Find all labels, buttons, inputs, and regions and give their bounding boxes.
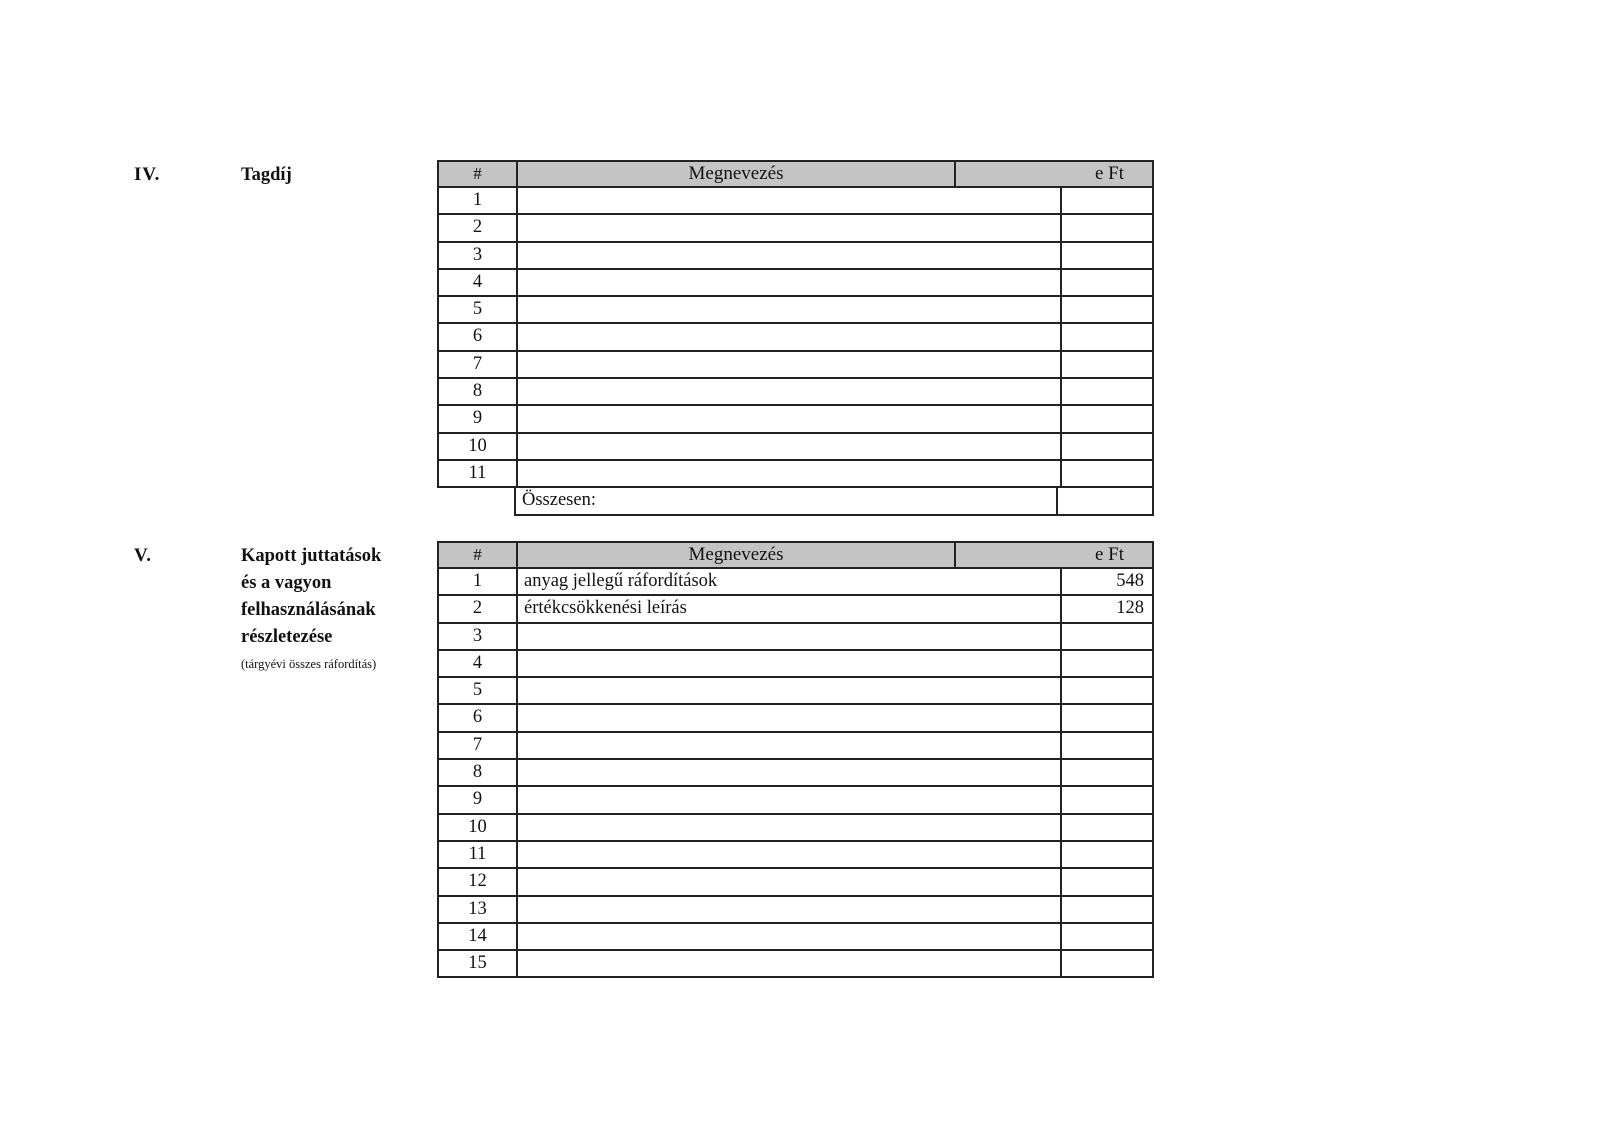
row-name [518, 815, 1062, 840]
section-v-title-line-2: és a vagyon [241, 573, 332, 593]
section-iv-title [241, 162, 292, 189]
table-header [437, 541, 1154, 569]
header-name: Megnevezés [518, 162, 956, 186]
table-row [437, 215, 1154, 242]
row-name [518, 297, 1062, 322]
row-value [1062, 297, 1152, 322]
row-value [1062, 815, 1152, 840]
header-name: Megnevezés [518, 543, 956, 567]
row-value [1062, 352, 1152, 377]
row-number: 6 [439, 324, 518, 349]
table-row [437, 842, 1154, 869]
section-v-table [437, 541, 1154, 978]
row-value [1062, 733, 1152, 758]
row-name [518, 188, 1062, 213]
row-name [518, 461, 1062, 486]
row-number: 8 [439, 760, 518, 785]
table-row [437, 324, 1154, 351]
row-number: 11 [439, 842, 518, 867]
row-name [518, 651, 1062, 676]
section-v-number: V. [134, 545, 153, 566]
row-value [1062, 461, 1152, 486]
row-name [518, 624, 1062, 649]
row-number: 7 [439, 733, 518, 758]
row-value [1062, 924, 1152, 949]
table-row [437, 297, 1154, 324]
row-number: 6 [439, 705, 518, 730]
row-value [1062, 434, 1152, 459]
row-number: 1 [439, 188, 518, 213]
row-value [1062, 951, 1152, 976]
row-number: 1 [439, 569, 518, 594]
header-value: e Ft [1094, 163, 1124, 184]
row-name: anyag jellegű ráfordítások [518, 569, 1062, 594]
row-value [1062, 760, 1152, 785]
row-number: 14 [439, 924, 518, 949]
row-number: 10 [439, 815, 518, 840]
row-value [1062, 188, 1152, 213]
row-name [518, 379, 1062, 404]
section-v-title-line-4: részletezése [241, 627, 333, 647]
row-name [518, 897, 1062, 922]
row-name: értékcsökkenési leírás [518, 596, 1062, 621]
row-name [518, 951, 1062, 976]
table-row [437, 624, 1154, 651]
row-value [1062, 869, 1152, 894]
total-row [437, 488, 1154, 515]
row-name [518, 406, 1062, 431]
row-number: 3 [439, 243, 518, 268]
row-number: 10 [439, 434, 518, 459]
table-row [437, 379, 1154, 406]
row-name [518, 324, 1062, 349]
row-name [518, 215, 1062, 240]
section-v-note: (tárgyévi összes ráfordítás) [241, 657, 377, 671]
row-value: 128 [1116, 598, 1144, 619]
table-row [437, 596, 1154, 623]
table-row [437, 705, 1154, 732]
row-name [518, 924, 1062, 949]
row-value [1062, 651, 1152, 676]
section-iv-title-line: Tagdíj [241, 165, 292, 185]
table-row [437, 733, 1154, 760]
table-row [437, 352, 1154, 379]
row-name [518, 869, 1062, 894]
row-number: 11 [439, 461, 518, 486]
row-name [518, 678, 1062, 703]
row-number: 8 [439, 379, 518, 404]
table-row [437, 678, 1154, 705]
table-row [437, 243, 1154, 270]
table-row [437, 406, 1154, 433]
table-row [437, 951, 1154, 978]
table-row [437, 924, 1154, 951]
row-number: 15 [439, 951, 518, 976]
row-number: 5 [439, 297, 518, 322]
row-number: 9 [439, 787, 518, 812]
table-row [437, 815, 1154, 842]
row-name [518, 842, 1062, 867]
row-value [1062, 678, 1152, 703]
row-number: 4 [439, 651, 518, 676]
table-row [437, 869, 1154, 896]
row-number: 9 [439, 406, 518, 431]
table-row [437, 270, 1154, 297]
row-value [1062, 270, 1152, 295]
header-num: # [439, 543, 518, 567]
row-name [518, 270, 1062, 295]
total-spacer [437, 486, 514, 515]
table-row [437, 188, 1154, 215]
table-row [437, 434, 1154, 461]
table-row [437, 569, 1154, 596]
table-row [437, 461, 1154, 488]
table-header [437, 160, 1154, 188]
row-value [1062, 897, 1152, 922]
table-row [437, 760, 1154, 787]
section-v-title [241, 543, 381, 674]
row-value: 548 [1116, 571, 1144, 591]
row-value [1062, 624, 1152, 649]
row-value [1062, 215, 1152, 240]
total-value [1058, 488, 1154, 515]
row-name [518, 787, 1062, 812]
row-number: 2 [439, 215, 518, 240]
row-name [518, 352, 1062, 377]
row-value [1062, 705, 1152, 730]
row-number: 13 [439, 897, 518, 922]
row-value [1062, 324, 1152, 349]
row-name [518, 760, 1062, 785]
row-name [518, 733, 1062, 758]
row-number: 12 [439, 869, 518, 894]
row-number: 4 [439, 270, 518, 295]
header-num: # [439, 162, 518, 186]
row-name [518, 434, 1062, 459]
table-row [437, 897, 1154, 924]
row-value [1062, 787, 1152, 812]
row-number: 7 [439, 352, 518, 377]
row-number: 5 [439, 678, 518, 703]
row-name [518, 705, 1062, 730]
table-row [437, 787, 1154, 814]
row-value [1062, 406, 1152, 431]
section-v-title-line-1: Kapott juttatások [241, 546, 382, 566]
section-v-title-line-3: felhasználásának [241, 600, 376, 620]
header-value: e Ft [1094, 544, 1124, 565]
row-number: 3 [439, 624, 518, 649]
row-value [1062, 842, 1152, 867]
row-value [1062, 379, 1152, 404]
row-number: 2 [439, 596, 518, 621]
section-iv-table [437, 160, 1154, 516]
row-name [518, 243, 1062, 268]
section-iv-number: IV. [134, 164, 161, 185]
row-value [1062, 243, 1152, 268]
table-row [437, 651, 1154, 678]
total-label: Összesen: [514, 488, 1058, 515]
